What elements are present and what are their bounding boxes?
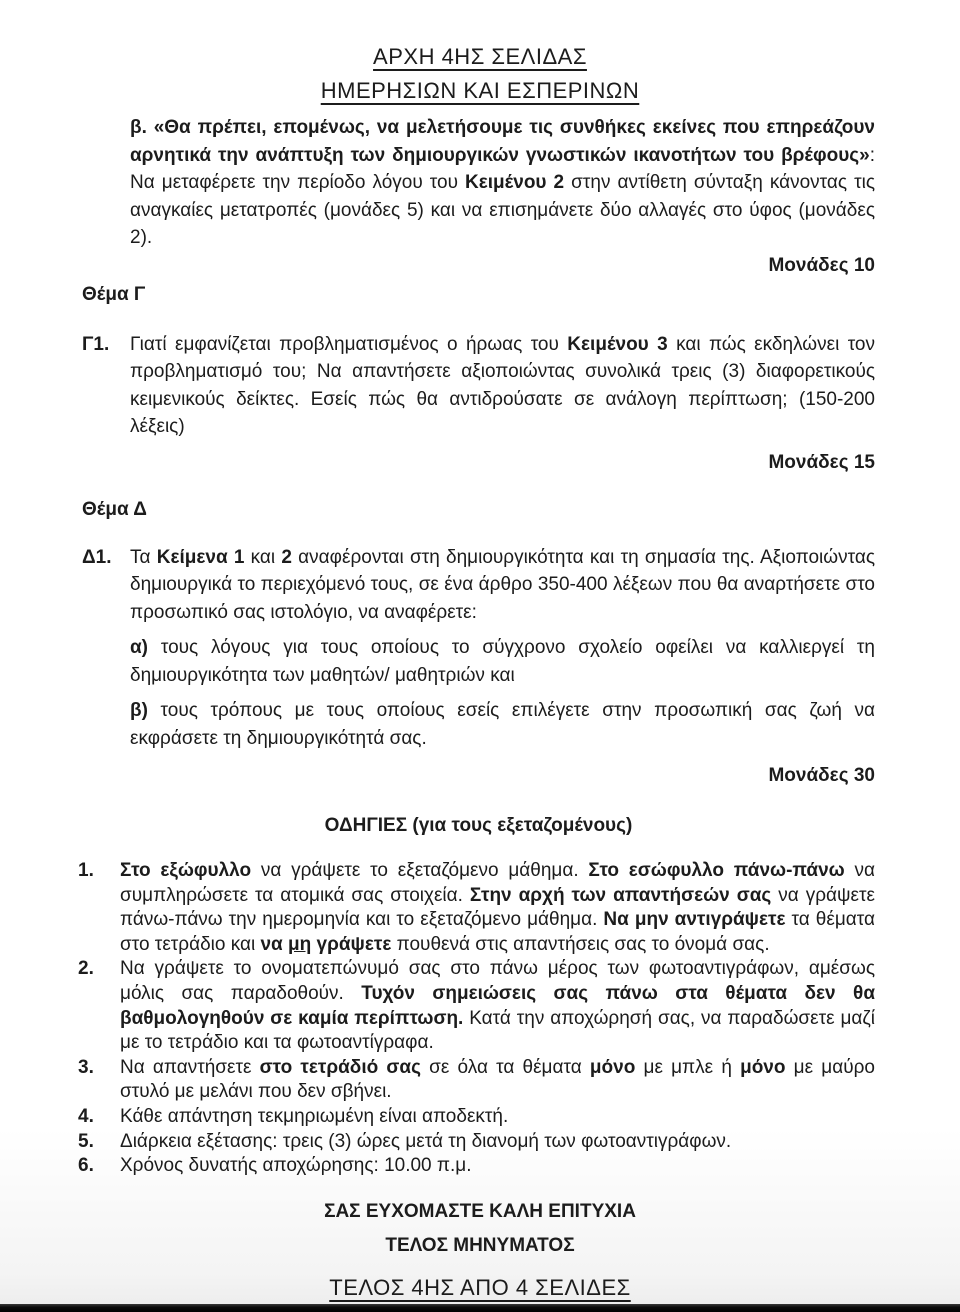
content-column [78, 114, 876, 1179]
question-c1-text: Γιατί εμφανίζεται προβληματισμένος ο ήρωας του Κειμένου 3 και πώς εκδηλώνει τον προβληματισμό του; Να απαντήσετε αξιοποιώντας συνολικά τρεις (3) διαφορετικούς κειμενικούς δείκτες. Εσείς πώς θα αντιδρούσατε σε ανάλογη περίπτωση; (150-200 λέξεις) [130, 333, 876, 437]
instruction-number: 6. [78, 1155, 94, 1177]
bottom-edge-bar [0, 1304, 960, 1312]
instructions-heading: ΟΔΗΓΙΕΣ (για τους εξεταζομένους) [324, 814, 633, 836]
page-header [0, 0, 960, 104]
question-d1-text: Τα Κείμενα 1 και 2 αναφέρονται στη δημιουργικότητα και τη σημασία της. Αξιοποιώντας δημιουργικά το περιεχόμενό τους, σε ένα άρθρο 350-400 λέξεων που θα αναρτήσετε στο προσωπικό σας ιστολόγιο, να αναφέρετε: [130, 546, 875, 623]
instruction-text: Χρόνος δυνατής αποχώρησης: 10.00 π.μ. [120, 1155, 472, 1177]
page-header-line1: ΑΡΧΗ 4ΗΣ ΣΕΛΙΔΑΣ [373, 44, 587, 69]
instruction-text: Στο εξώφυλλο να γράψετε το εξεταζόμενο μάθημα. Στο εσώφυλλο πάνω-πάνω να συμπληρώσετε τα ατομικά σας στοιχεία. Στην αρχή των απαντήσεών σας να γράψετε πάνω-πάνω την ημερομηνία και το εξεταζόμενο μάθημα. Να μην αντιγράψετε τα θέματα στο τετράδιο και να μη γράψετε πουθενά στις απαντήσεις σας το όνομά σας. [120, 860, 875, 955]
question-d1 [82, 544, 875, 753]
question-c1-label: Γ1. [82, 333, 110, 355]
instruction-text: Να απαντήσετε στο τετράδιό σας σε όλα τα θέματα μόνο με μπλε ή μόνο με μαύρο στυλό με μελάνι που δεν σβήνει. [120, 1056, 875, 1103]
points-question-c1: Μονάδες 15 [768, 451, 875, 473]
instruction-number: 1. [78, 860, 94, 881]
points-question-d1: Μονάδες 30 [768, 765, 875, 786]
instruction-number: 5. [78, 1130, 94, 1152]
question-b-paragraph: β. «Θα πρέπει, επομένως, να μελετήσουμε τις συνθήκες εκείνες που επηρεάζουν αρνητικά την ανάπτυξη των δημιουργικών γνωστικών ικανοτήτων του βρέφους»: Να μεταφέρετε την περίοδο λόγου του Κειμένου 2 στην αντίθετη σύνταξη κάνοντας τις αναγκαίες μετατροπές (μονάδες 5) και να επισημάνετε δύο αλλαγές στο ύφος (μονάδες 2). [130, 117, 875, 248]
page-footer [0, 1201, 960, 1301]
instruction-number: 2. [78, 958, 94, 980]
question-c1 [82, 331, 875, 441]
instructions-list [78, 859, 875, 1179]
instruction-item [78, 1130, 875, 1155]
instruction-item [78, 957, 875, 1055]
theme-d-heading: Θέμα Δ [82, 499, 147, 520]
instruction-number: 3. [78, 1056, 94, 1078]
instruction-number: 4. [78, 1105, 94, 1127]
end-of-page-text: ΤΕΛΟΣ 4ΗΣ ΑΠΟ 4 ΣΕΛΙΔΕΣ [329, 1274, 631, 1300]
instruction-item [78, 1056, 875, 1105]
question-d1-sub-b: β) τους τρόπους με τους οποίους εσείς επιλέγετε στην προσωπική σας ζωή να εκφράσετε τη δημιουργικότητά σας. [130, 700, 875, 749]
end-of-message: ΤΕΛΟΣ ΜΗΝΥΜΑΤΟΣ [385, 1234, 575, 1256]
instruction-item [78, 859, 875, 957]
instruction-text: Να γράψετε το ονοματεπώνυμό σας στο πάνω μέρος των φωτοαντιγράφων, αμέσως μόλις σας παραδοθούν. Τυχόν σημειώσεις σας πάνω στα θέματα δεν θα βαθμολογηθούν σε καμία περίπτωση. Κατά την αποχώρησή σας, να παραδώσετε μαζί με το τετράδιο και τα φωτοαντίγραφα. [120, 958, 875, 1054]
instruction-item [78, 1154, 875, 1179]
end-of-page-line [0, 1275, 960, 1301]
instruction-text: Κάθε απάντηση τεκμηριωμένη είναι αποδεκτή. [120, 1105, 509, 1127]
theme-c-heading: Θέμα Γ [82, 284, 146, 305]
instruction-text: Διάρκεια εξέτασης: τρεις (3) ώρες μετά τη διανομή των φωτοαντιγράφων. [120, 1130, 732, 1152]
instruction-item [78, 1105, 875, 1130]
page-header-line2: ΗΜΕΡΗΣΙΩΝ ΚΑΙ ΕΣΠΕΡΙΝΩΝ [320, 78, 640, 103]
good-luck-message: ΣΑΣ ΕΥΧΟΜΑΣΤΕ ΚΑΛΗ ΕΠΙΤΥΧΙΑ [324, 1200, 636, 1222]
question-d1-label: Δ1. [82, 546, 112, 568]
points-question-b: Μονάδες 10 [768, 254, 875, 276]
question-d1-sub-a: α) τους λόγους για τους οποίους το σύγχρονο σχολείο οφείλει να καλλιεργεί τη δημιουργικότητα των μαθητών/ μαθητριών και [130, 637, 875, 686]
